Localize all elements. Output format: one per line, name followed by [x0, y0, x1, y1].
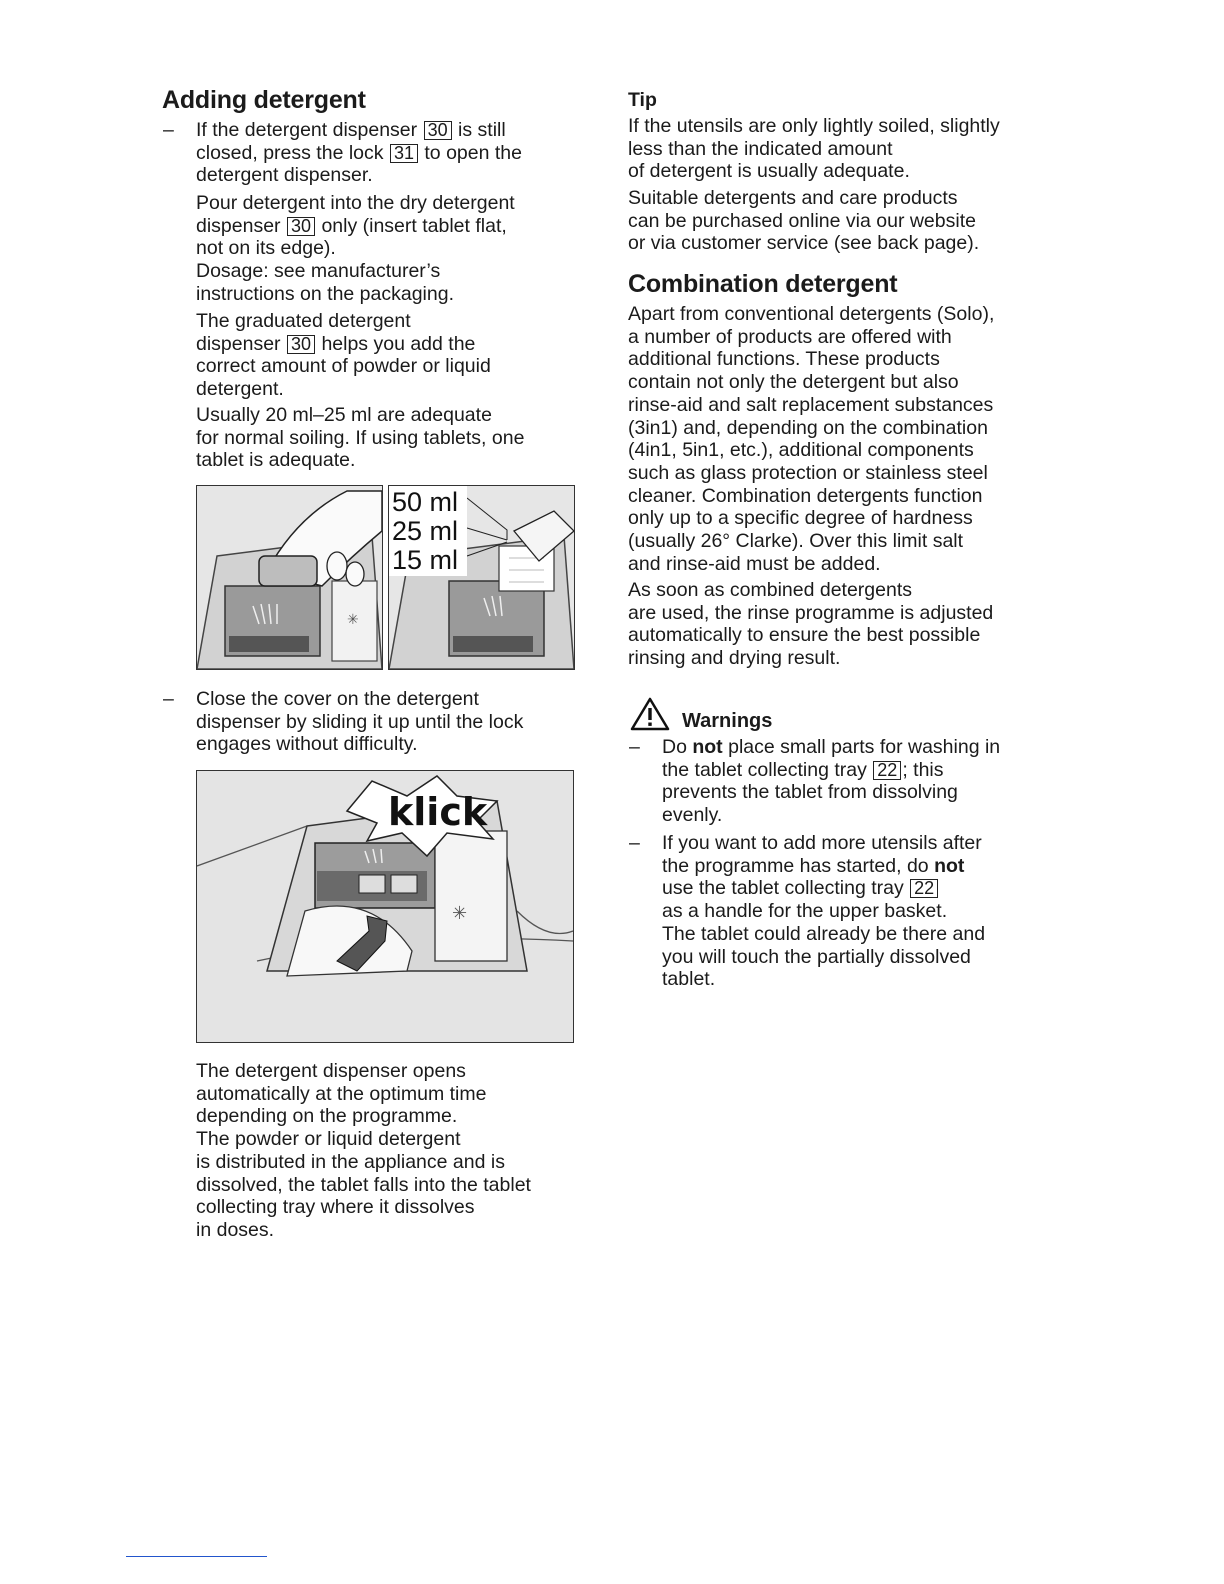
bullet-dash: – [629, 832, 640, 854]
svg-text:✳: ✳ [452, 903, 468, 924]
ref-dispenser-30: 30 [424, 121, 452, 140]
ref-tray-22: 22 [910, 879, 938, 898]
ref-dispenser-30: 30 [287, 217, 315, 236]
bullet-dash: – [629, 736, 640, 758]
ref-lock-31: 31 [390, 144, 418, 163]
klick-label: klick [388, 790, 488, 834]
ref-tray-22: 22 [873, 761, 901, 780]
paragraph-combination: Apart from conventional detergents (Solo), a number of products are offered with additional functions. These products contain not only the detergent but also rinse-aid and salt replacement substances (3in1) and, depending on the combination (4in1, 5in1, etc.), additional components such as glass protection or stainless steel cleaner. Combination detergents function only up to a specific degree of hardness (usually 26° Clarke). Over this limit salt and rinse-aid must be added. [628, 303, 995, 575]
figure-klick [196, 770, 574, 1043]
heading-combination-detergent: Combination detergent [628, 270, 898, 298]
bullet-dash: – [163, 688, 174, 710]
paragraph-open-dispenser: If the detergent dispenser 30 is still closed, press the lock 31 to open the detergent dispenser. [196, 119, 522, 187]
paragraph-rinse-adjusted: As soon as combined detergents are used, the rinse programme is adjusted automatically to ensure the best possible rinsing and drying result. [628, 579, 994, 670]
paragraph-usual-amount: Usually 20 ml–25 ml are adequate for normal soiling. If using tablets, one tablet is adequate. [196, 404, 525, 472]
ref-dispenser-30: 30 [287, 335, 315, 354]
paragraph-pour-detergent: Pour detergent into the dry detergent dispenser 30 only (insert tablet flat, not on its edge). Dosage: see manufacturer’s instructions on the packaging. [196, 192, 515, 305]
svg-text:✳: ✳ [347, 612, 359, 628]
paragraph-close-cover: Close the cover on the detergent dispenser by sliding it up until the lock engages without difficulty. [196, 688, 524, 756]
label-15-ml: 15 ml [392, 545, 459, 575]
paragraph-graduated-dispenser: The graduated detergent dispenser 30 helps you add the correct amount of powder or liquid detergent. [196, 310, 491, 401]
warnings-heading: Warnings [682, 710, 773, 732]
bullet-dash: – [163, 119, 174, 141]
paragraph-warning-handle: If you want to add more utensils after the programme has started, do not use the tablet collecting tray 22 as a handle for the upper basket. The tablet could already be there and you will touch the partially dissolved tablet. [662, 832, 986, 991]
paragraph-tip-purchase: Suitable detergents and care products can be purchased online via our website or via customer service (see back page). [628, 187, 980, 255]
figure-tablet-insert [196, 485, 383, 670]
label-50-ml: 50 ml [392, 487, 459, 517]
label-25-ml: 25 ml [392, 516, 459, 546]
paragraph-tip-amount: If the utensils are only lightly soiled, slightly less than the indicated amount of detergent is usually adequate. [628, 115, 1000, 183]
paragraph-warning-small-parts: Do not place small parts for washing in the tablet collecting tray 22 ; this prevents the tablet from dissolving evenly. [662, 736, 1001, 827]
warning-triangle-icon [630, 697, 670, 731]
paragraph-dispenser-opens: The detergent dispenser opens automatically at the optimum time depending on the programme. The powder or liquid detergent is distributed in the appliance and is dissolved, the tablet falls into the tablet collecting tray where it dissolves in doses. [196, 1060, 531, 1241]
tip-heading: Tip [628, 89, 657, 111]
heading-adding-detergent: Adding detergent [162, 86, 366, 114]
footer-divider [126, 1556, 267, 1557]
